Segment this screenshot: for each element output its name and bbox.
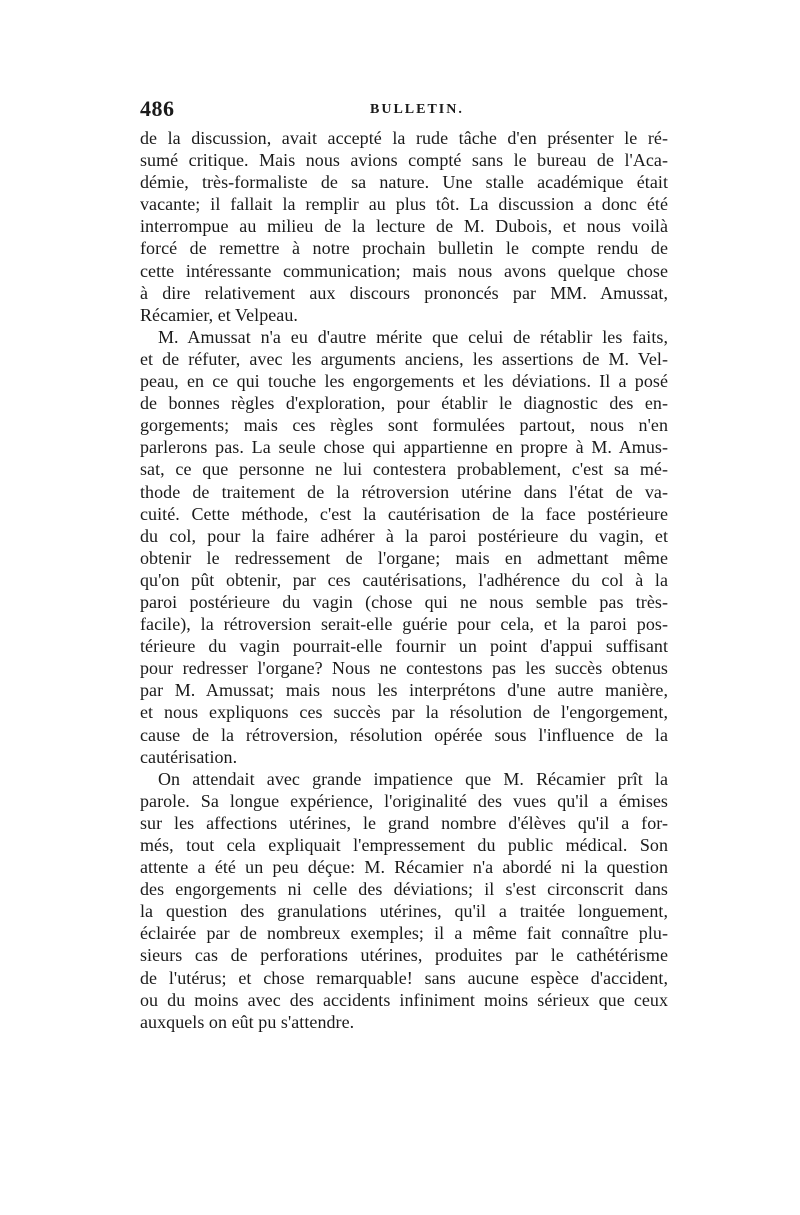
text-line: du col, pour la faire adhérer à la paroi postérieure du vagin, et bbox=[140, 525, 668, 546]
text-line: de l'utérus; et chose remarquable! sans aucune espèce d'accident, bbox=[140, 967, 668, 988]
text-line: cuité. Cette méthode, c'est la cautérisation de la face postérieure bbox=[140, 503, 668, 524]
text-line: qu'on pût obtenir, par ces cautérisations, l'adhérence du col à la bbox=[140, 569, 668, 590]
text-line: de bonnes règles d'exploration, pour établir le diagnostic des en- bbox=[140, 393, 668, 414]
text-line: cause de la rétroversion, résolution opérée sous l'influence de la bbox=[140, 724, 668, 745]
text-line: paroi postérieure du vagin (chose qui ne nous semble pas très- bbox=[140, 591, 668, 612]
text-line: de la discussion, avait accepté la rude tâche d'en présenter le ré- bbox=[140, 128, 668, 148]
text-line: interrompue au milieu de la lecture de M. Dubois, et nous voilà bbox=[140, 216, 668, 237]
text-line: la question des granulations utérines, qu'il a traitée longuement, bbox=[140, 901, 668, 922]
page-header bbox=[140, 96, 668, 124]
body-text bbox=[140, 127, 668, 1033]
text-line: pour redresser l'organe? Nous ne contestons pas les succès obtenus bbox=[140, 658, 668, 679]
text-line: sieurs cas de perforations utérines, produites par le cathétérisme bbox=[140, 945, 668, 966]
text-line: forcé de remettre à notre prochain bulletin le compte rendu de bbox=[140, 238, 668, 259]
text-line: més, tout cela expliquait l'empressement du public médical. Son bbox=[140, 835, 668, 855]
text-line: cette intéressante communication; mais nous avons quelque chose bbox=[140, 260, 668, 281]
text-line: sat, ce que personne ne lui contestera probablement, c'est sa mé- bbox=[140, 459, 668, 480]
text-line: On attendait avec grande impatience que M. Récamier prît la bbox=[158, 768, 668, 789]
text-line: attente a été un peu déçue: M. Récamier n'a abordé ni la question bbox=[140, 857, 668, 878]
text-line: facile), la rétroversion serait-elle guérie pour cela, et la paroi pos- bbox=[140, 614, 668, 635]
text-line: parole. Sa longue expérience, l'originalité des vues qu'il a émises bbox=[140, 790, 668, 811]
paragraph-3 bbox=[140, 768, 668, 1033]
text-line: à dire relativement aux discours prononcés par MM. Amussat, bbox=[140, 282, 668, 303]
text-line: gorgements; mais ces règles sont formulées partout, nous n'en bbox=[140, 415, 668, 436]
text-line: par M. Amussat; mais nous les interprétons d'une autre manière, bbox=[140, 680, 668, 701]
running-head: BULLETIN. bbox=[370, 102, 464, 117]
text-line: éclairée par de nombreux exemples; il a même fait connaître plu- bbox=[140, 923, 668, 944]
text-line: peau, en ce qui touche les engorgements et les déviations. Il a posé bbox=[140, 371, 668, 392]
text-line: et de réfuter, avec les arguments anciens, les assertions de M. Vel- bbox=[140, 348, 668, 369]
text-line: térieure du vagin pourrait-elle fournir un point d'appui suffisant bbox=[140, 636, 668, 657]
text-line: des engorgements ni celle des déviations; il s'est circonscrit dans bbox=[140, 879, 668, 900]
page-number: 486 bbox=[140, 96, 175, 121]
text-line: Récamier, et Velpeau. bbox=[140, 304, 298, 325]
text-line: thode de traitement de la rétroversion utérine dans l'état de va- bbox=[140, 481, 668, 502]
text-line: obtenir le redressement de l'organe; mais en admettant même bbox=[140, 547, 668, 568]
text-line: et nous expliquons ces succès par la résolution de l'engorgement, bbox=[140, 702, 668, 723]
text-line: parlerons pas. La seule chose qui appartienne en propre à M. Amus- bbox=[140, 437, 668, 458]
paragraph-2 bbox=[140, 326, 668, 768]
text-line: cautérisation. bbox=[140, 746, 238, 767]
text-line: M. Amussat n'a eu d'autre mérite que celui de rétablir les faits, bbox=[158, 326, 668, 347]
text-line: vacante; il fallait la remplir au plus tôt. La discussion a donc été bbox=[140, 194, 668, 215]
paragraph-1 bbox=[140, 127, 668, 326]
text-line: auxquels on eût pu s'attendre. bbox=[140, 1011, 355, 1032]
text-line: sur les affections utérines, le grand nombre d'élèves qu'il a for- bbox=[140, 812, 668, 833]
text-line: sumé critique. Mais nous avions compté sans le bureau de l'Aca- bbox=[140, 150, 668, 171]
text-line: démie, très-formaliste de sa nature. Une stalle académique était bbox=[140, 172, 668, 193]
text-line: ou du moins avec des accidents infiniment moins sérieux que ceux bbox=[140, 989, 668, 1010]
